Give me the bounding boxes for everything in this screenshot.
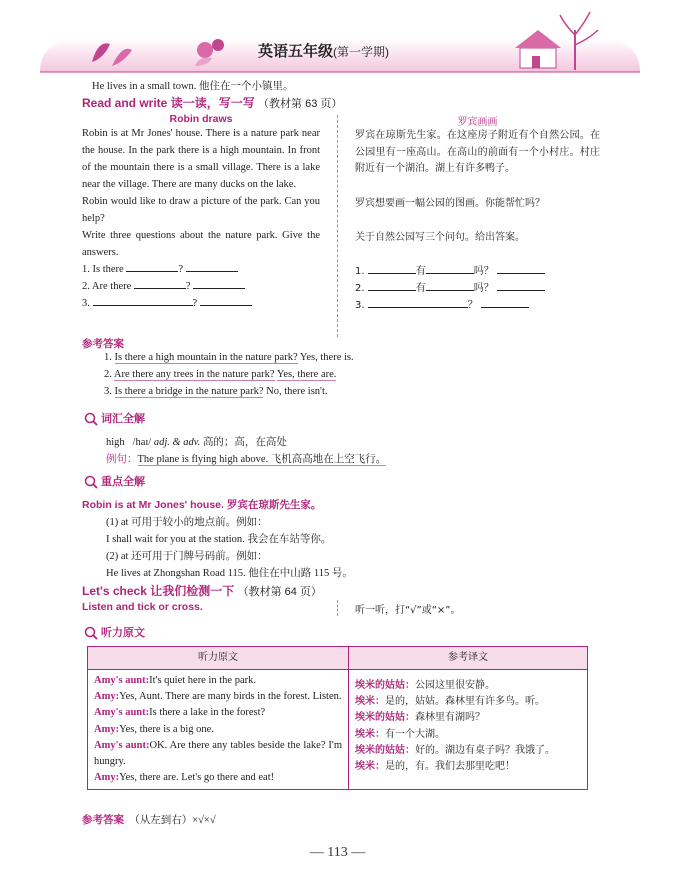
cn-question-3: 3. ？ — [355, 297, 600, 314]
key-badge: 重点全解 — [84, 473, 145, 489]
english-heading: Robin draws — [169, 113, 233, 125]
english-column — [82, 113, 320, 312]
cn-question-2: 2. 有 吗？ — [355, 280, 600, 297]
chinese-column — [355, 113, 600, 314]
english-paragraph-2: Robin would like to draw a picture of the park. Can you help? — [82, 196, 320, 224]
key-point-2: (2) at 还可用于门牌号码前。例如： — [106, 551, 268, 562]
vocab-badge: 词汇全解 — [84, 410, 145, 426]
answer-blank[interactable] — [368, 263, 416, 274]
english-paragraph-3: Write three questions about the nature park. Give the answers. — [82, 230, 320, 258]
dialogue-line: Amy's aunt:Is there a lake in the forest? — [94, 707, 266, 719]
check-instruction-en: Listen and tick or cross. — [82, 601, 203, 613]
dialogue-line: Amy:Yes, Aunt. There are many birds in the forest. Listen. — [94, 691, 342, 703]
reference-answer-title: 参考答案 — [82, 338, 124, 350]
answer-blank[interactable] — [368, 297, 468, 308]
answer-blank[interactable] — [134, 278, 186, 289]
translation-line: 埃米：是的，姑姑。森林里有许多鸟。听。 — [355, 696, 545, 708]
original-text-cell — [88, 670, 349, 790]
chinese-paragraph-1: 罗宾在琼斯先生家。在这座房子附近有个自然公园。在公园里有一座高山。在高山的前面有一个小村庄。村庄附近有一个湖泊。湖上有许多鸭子。 — [355, 130, 600, 174]
answer-blank[interactable] — [200, 295, 252, 306]
dialogue-line: Amy:Yes, there are. Let's go there and eat! — [94, 772, 275, 784]
answer-line-2: 2. Are there any trees in the nature park? Yes, there are. — [104, 369, 337, 380]
vocab-example: 例句：The plane is flying high above. 飞机高高地在上空飞行。 — [106, 454, 387, 465]
question-1: 1. Is there ? — [82, 261, 320, 278]
translation-line: 埃米的姑姑：森林里有湖吗？ — [355, 712, 485, 724]
dialogue-line: Amy's aunt:It's quiet here in the park. — [94, 675, 256, 686]
column-divider — [337, 600, 338, 616]
key-example-1: I shall wait for you at the station. 我会在车站等你。 — [106, 534, 332, 545]
answer-blank[interactable] — [93, 295, 193, 306]
check-instruction-cn: 听一听，打“√”或“×”。 — [355, 605, 461, 616]
vocab-entry: high /haɪ/ adj. & adv. 高的；高，在高处 — [106, 437, 287, 448]
header-title: 英语五年级(第一学期) — [258, 43, 390, 60]
table-header-original: 听力原文 — [88, 647, 349, 670]
dialogue-line: Amy's aunt:OK. Are there any tables beside the lake? I'm hungry. — [94, 739, 342, 768]
table-header-translation: 参考译文 — [349, 647, 588, 670]
read-write-title: Read and write 读一读，写一写 （教材第 63 页） — [82, 96, 343, 110]
magnifier-icon — [84, 412, 98, 426]
column-divider — [337, 115, 338, 337]
translation-line: 埃米的姑姑：公园这里很安静。 — [355, 680, 495, 691]
key-sentence: Robin is at Mr Jones' house. 罗宾在琼斯先生家。 — [82, 499, 322, 511]
reference-answer-2: 参考答案 （从左到右）×√×√ — [82, 814, 216, 826]
chinese-paragraph-2: 罗宾想要画一幅公园的图画。你能帮忙吗？ — [355, 197, 545, 209]
chinese-heading: 罗宾画画 — [457, 117, 498, 128]
listening-badge: 听力原文 — [84, 624, 145, 640]
question-2: 2. Are there ? — [82, 278, 320, 295]
lets-check-title: Let's check 让我们检测一下 （教材第 64 页） — [82, 584, 322, 598]
header-decoration — [0, 0, 675, 75]
chinese-paragraph-3: 关于自然公园写三个问句。给出答案。 — [355, 231, 525, 243]
answer-blank[interactable] — [126, 261, 178, 272]
translation-line: 埃米：是的，有。我们去那里吃吧！ — [355, 761, 515, 773]
answer-blank[interactable] — [497, 280, 545, 291]
answer-line-3: 3. Is there a bridge in the nature park? No, there isn't. — [104, 386, 328, 397]
translation-line: 埃米的姑姑：好的。湖边有桌子吗？我饿了。 — [355, 744, 555, 756]
translation-line: 埃米：有一个大湖。 — [355, 728, 445, 740]
answer-blank[interactable] — [368, 280, 416, 291]
answer-line-1: 1. Is there a high mountain in the nature park? Yes, there is. — [104, 352, 354, 363]
page-number: — 113 — — [309, 845, 366, 860]
magnifier-icon — [84, 475, 98, 489]
page-header — [0, 0, 675, 75]
magnifier-icon — [84, 626, 98, 640]
translation-cell — [349, 670, 588, 790]
listening-table — [87, 646, 588, 790]
top-sentence: He lives in a small town. 他住在一个小镇里。 — [92, 81, 294, 92]
english-paragraph-1: Robin is at Mr Jones' house. There is a nature park near the house. In the park there is a high mountain. In front of the mountain there is a small village. There is a lake near the village. There are many ducks on the lake. — [82, 128, 320, 190]
answer-blank[interactable] — [193, 278, 245, 289]
answer-blank[interactable] — [481, 297, 529, 308]
answer-blank[interactable] — [426, 263, 474, 274]
key-point-1: (1) at 可用于较小的地点前。例如： — [106, 517, 268, 528]
answer-blank[interactable] — [426, 280, 474, 291]
key-example-2: He lives at Zhongshan Road 115. 他住在中山路 115 号。 — [106, 568, 353, 579]
dialogue-line: Amy:Yes, there is a big one. — [94, 723, 214, 735]
answer-blank[interactable] — [497, 263, 545, 274]
cn-question-1: 1. 有 吗？ — [355, 263, 600, 280]
question-3: 3. ? — [82, 295, 320, 312]
answer-blank[interactable] — [186, 261, 238, 272]
